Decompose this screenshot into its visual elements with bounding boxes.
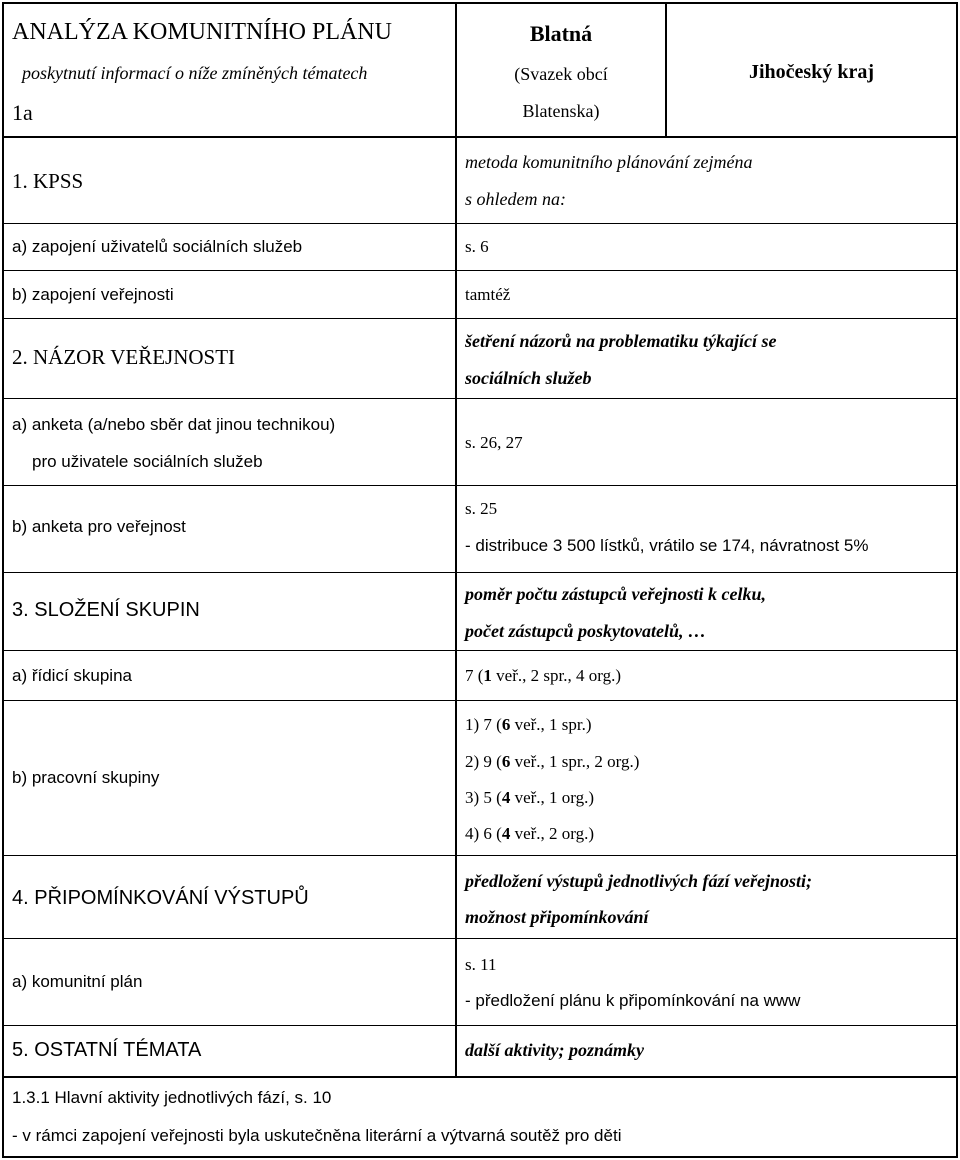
section-description: poměr počtu zástupců veřejnosti k celku, — [465, 584, 766, 604]
association-line-1: (Svazek obcí — [514, 64, 608, 84]
row-rule — [2, 270, 958, 271]
item-label: a) komunitní plán — [12, 972, 143, 991]
section-description: s ohledem na: — [465, 189, 566, 209]
item-value: 2) 9 (6 veř., 1 spr., 2 org.) — [465, 752, 640, 771]
item-label: b) pracovní skupiny — [12, 768, 160, 787]
note-text: 1.3.1 Hlavní aktivity jednotlivých fází, s. 10 — [12, 1088, 332, 1107]
row-rule — [2, 1025, 958, 1026]
item-value: s. 11 — [465, 955, 497, 974]
column-divider — [455, 137, 457, 1077]
item-label: b) anketa pro veřejnost — [12, 517, 186, 536]
item-value: - distribuce 3 500 lístků, vrátilo se 174, návratnost 5% — [465, 536, 869, 555]
section-description: další aktivity; poznámky — [465, 1040, 644, 1060]
table-border-right — [956, 2, 958, 1158]
section-heading-pripominkovani: 4. PŘIPOMÍNKOVÁNÍ VÝSTUPŮ — [12, 887, 309, 909]
item-value: 3) 5 (4 veř., 1 org.) — [465, 788, 595, 807]
section-description: počet zástupců poskytovatelů, … — [465, 621, 706, 641]
association-line-2: Blatenska) — [522, 101, 600, 121]
row-rule — [2, 318, 958, 319]
item-value: 1) 7 (6 veř., 1 spr.) — [465, 715, 592, 734]
section-heading-kpss: 1. KPSS — [12, 169, 84, 193]
header-bottom-rule — [2, 136, 958, 138]
section-description: sociálních služeb — [465, 368, 592, 388]
item-value: s. 25 — [465, 499, 498, 518]
city-name: Blatná — [529, 21, 593, 46]
item-value: s. 26, 27 — [465, 433, 523, 452]
document-number: 1a — [12, 100, 33, 125]
row-rule — [2, 485, 958, 486]
item-label: b) zapojení veřejnosti — [12, 285, 174, 304]
table-border-left — [2, 2, 4, 1158]
item-value: tamtéž — [465, 285, 511, 304]
section-heading-skupiny: 3. SLOŽENÍ SKUPIN — [12, 599, 200, 621]
item-value: s. 6 — [465, 237, 489, 256]
row-rule — [2, 650, 958, 651]
item-label: a) řídicí skupina — [12, 666, 132, 685]
region-name: Jihočeský kraj — [749, 61, 874, 83]
section-description: předložení výstupů jednotlivých fází veřejnosti; — [465, 871, 812, 891]
row-rule — [2, 938, 958, 939]
row-rule — [2, 700, 958, 701]
row-rule — [2, 1076, 958, 1078]
document-subtitle: poskytnutí informací o níže zmíněných tématech — [22, 63, 368, 83]
section-heading-ostatni: 5. OSTATNÍ TÉMATA — [12, 1039, 202, 1061]
table-border-top — [2, 2, 958, 4]
item-value: 7 (1 veř., 2 spr., 4 org.) — [465, 666, 621, 685]
row-rule — [2, 398, 958, 399]
document-title: ANALÝZA KOMUNITNÍHO PLÁNU — [12, 19, 392, 45]
section-description: možnost připomínkování — [465, 907, 649, 927]
item-value: 4) 6 (4 veř., 2 org.) — [465, 824, 595, 843]
item-label: a) zapojení uživatelů sociálních služeb — [12, 237, 303, 256]
row-rule — [2, 572, 958, 573]
section-description: metoda komunitního plánování zejména — [465, 152, 753, 172]
section-description: šetření názorů na problematiku týkající se — [465, 331, 777, 351]
section-heading-nazor: 2. NÁZOR VEŘEJNOSTI — [12, 345, 236, 369]
table-border-bottom — [2, 1156, 958, 1158]
item-label: pro uživatele sociálních služeb — [32, 452, 263, 471]
note-text: - v rámci zapojení veřejnosti byla uskutečněna literární a výtvarná soutěž pro děti — [12, 1126, 622, 1145]
item-value: - předložení plánu k připomínkování na www — [465, 991, 801, 1010]
row-rule — [2, 855, 958, 856]
row-rule — [2, 223, 958, 224]
item-label: a) anketa (a/nebo sběr dat jinou technikou) — [12, 415, 336, 434]
